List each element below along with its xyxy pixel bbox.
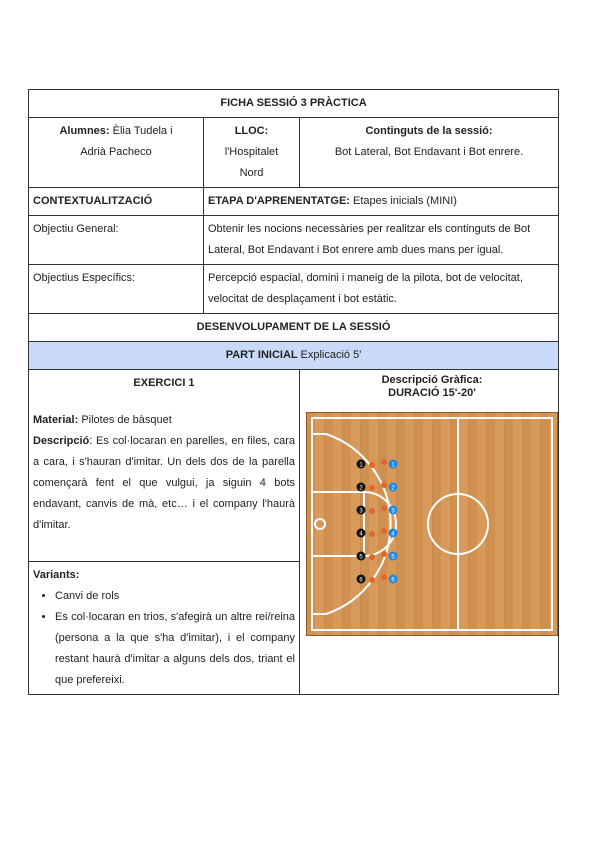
material-label: Material: xyxy=(33,414,79,426)
variants-label: Variants: xyxy=(33,569,80,581)
variants-cell xyxy=(29,562,300,695)
material-value: Pilotes de bàsquet xyxy=(81,414,172,426)
player-number: 5 xyxy=(359,554,363,561)
development-title: DESENVOLUPAMENT DE LA SESSIÓ xyxy=(29,314,559,342)
description-value: : Es col·locaran en parelles, en files, cara a cara, i s'hauran d'imitar. Un dels dos de la parella començarà fent el que vulgui, ja siguin 4 bots endavant, canvis de mà, etc… i el company l'haurà d'imitar. xyxy=(33,435,295,531)
general-objective-value: Obtenir les nocions necessàries per realitzar els continguts de Bot Lateral, Bot Endavant i Bot enrere amb dues mans per igual. xyxy=(204,216,559,265)
ball-icon xyxy=(369,577,375,583)
stage-cell xyxy=(204,188,559,216)
variant-item: • Canvi de rols xyxy=(55,586,295,607)
player-number: 3 xyxy=(391,508,395,515)
initial-part-value: Explicació 5' xyxy=(300,349,362,361)
description-label: Descripció xyxy=(33,435,90,447)
place-label: LLOC: xyxy=(234,125,269,137)
player-number: 1 xyxy=(391,462,395,469)
general-objective-row xyxy=(29,216,559,265)
ball-icon xyxy=(381,551,387,557)
player-number: 4 xyxy=(359,531,363,538)
graphic-cell xyxy=(300,370,559,695)
player-number: 2 xyxy=(359,485,363,492)
students-name2: Adrià Pacheco xyxy=(80,146,152,158)
specific-objectives-row xyxy=(29,265,559,314)
description-paragraph xyxy=(33,431,295,536)
contents-value: Bot Lateral, Bot Endavant i Bot enrere. xyxy=(334,146,524,158)
variant-item: • Es col·locaran en trios, s'afegirà un altre rei/reina (persona a la que s'ha d'imitar), i el company restant haurà d'imitar a alguns dels dos, triant el que prefereixi. xyxy=(55,607,295,691)
stage-label: ETAPA D'APRENENTATGE: xyxy=(208,195,350,207)
exercise-title: EXERCICI 1 xyxy=(133,377,195,389)
specific-objectives-value: Percepció espacial, domini i maneig de la pilota, bot de velocitat, velocitat de desplaçament i bot estàtic. xyxy=(204,265,559,314)
player-number: 6 xyxy=(359,577,363,584)
player-number: 6 xyxy=(391,577,395,584)
initial-part-cell xyxy=(29,342,559,370)
ball-icon xyxy=(381,574,387,580)
sheet-title: FICHA SESSIÓ 3 PRÀCTICA xyxy=(29,90,559,118)
students-cell xyxy=(29,118,204,188)
specific-objectives-label: Objectius Específics: xyxy=(29,265,204,314)
ball-icon xyxy=(381,528,387,534)
initial-part-label: PART INICIAL xyxy=(225,349,298,361)
player-number: 4 xyxy=(391,531,395,538)
development-row xyxy=(29,314,559,342)
title-row xyxy=(29,90,559,118)
material-line xyxy=(33,410,295,431)
ball-icon xyxy=(381,505,387,511)
graphic-title: Descripció Gràfica: xyxy=(381,374,483,386)
ball-icon xyxy=(381,459,387,465)
place-cell xyxy=(204,118,300,188)
context-row xyxy=(29,188,559,216)
exercise-row xyxy=(29,370,559,562)
place-line2: Nord xyxy=(239,167,264,179)
court-floor xyxy=(306,412,558,636)
ball-icon xyxy=(369,531,375,537)
exercise-cell xyxy=(29,370,300,562)
contents-cell xyxy=(300,118,559,188)
students-label: Alumnes: xyxy=(59,125,110,137)
ball-icon xyxy=(369,508,375,514)
ball-icon xyxy=(369,485,375,491)
graphic-duration: DURACIÓ 15'-20' xyxy=(388,387,476,399)
player-number: 5 xyxy=(391,554,395,561)
place-line1: l'Hospitalet xyxy=(224,146,279,158)
player-number: 1 xyxy=(359,462,363,469)
general-objective-label: Objectiu General: xyxy=(29,216,204,265)
initial-part-row xyxy=(29,342,559,370)
player-number: 3 xyxy=(359,508,363,515)
stage-value: Etapes inicials (MINI) xyxy=(353,195,457,207)
basketball-court xyxy=(306,412,558,636)
variants-list xyxy=(33,586,295,691)
ball-icon xyxy=(381,482,387,488)
ball-icon xyxy=(369,554,375,560)
player-number: 2 xyxy=(391,485,395,492)
info-row xyxy=(29,118,559,188)
session-table xyxy=(28,89,559,695)
session-sheet xyxy=(28,89,558,695)
contents-label: Continguts de la sessió: xyxy=(365,125,493,137)
students-name1: Èlia Tudela i xyxy=(112,125,173,137)
context-label: CONTEXTUALITZACIÓ xyxy=(29,188,204,216)
ball-icon xyxy=(369,462,375,468)
